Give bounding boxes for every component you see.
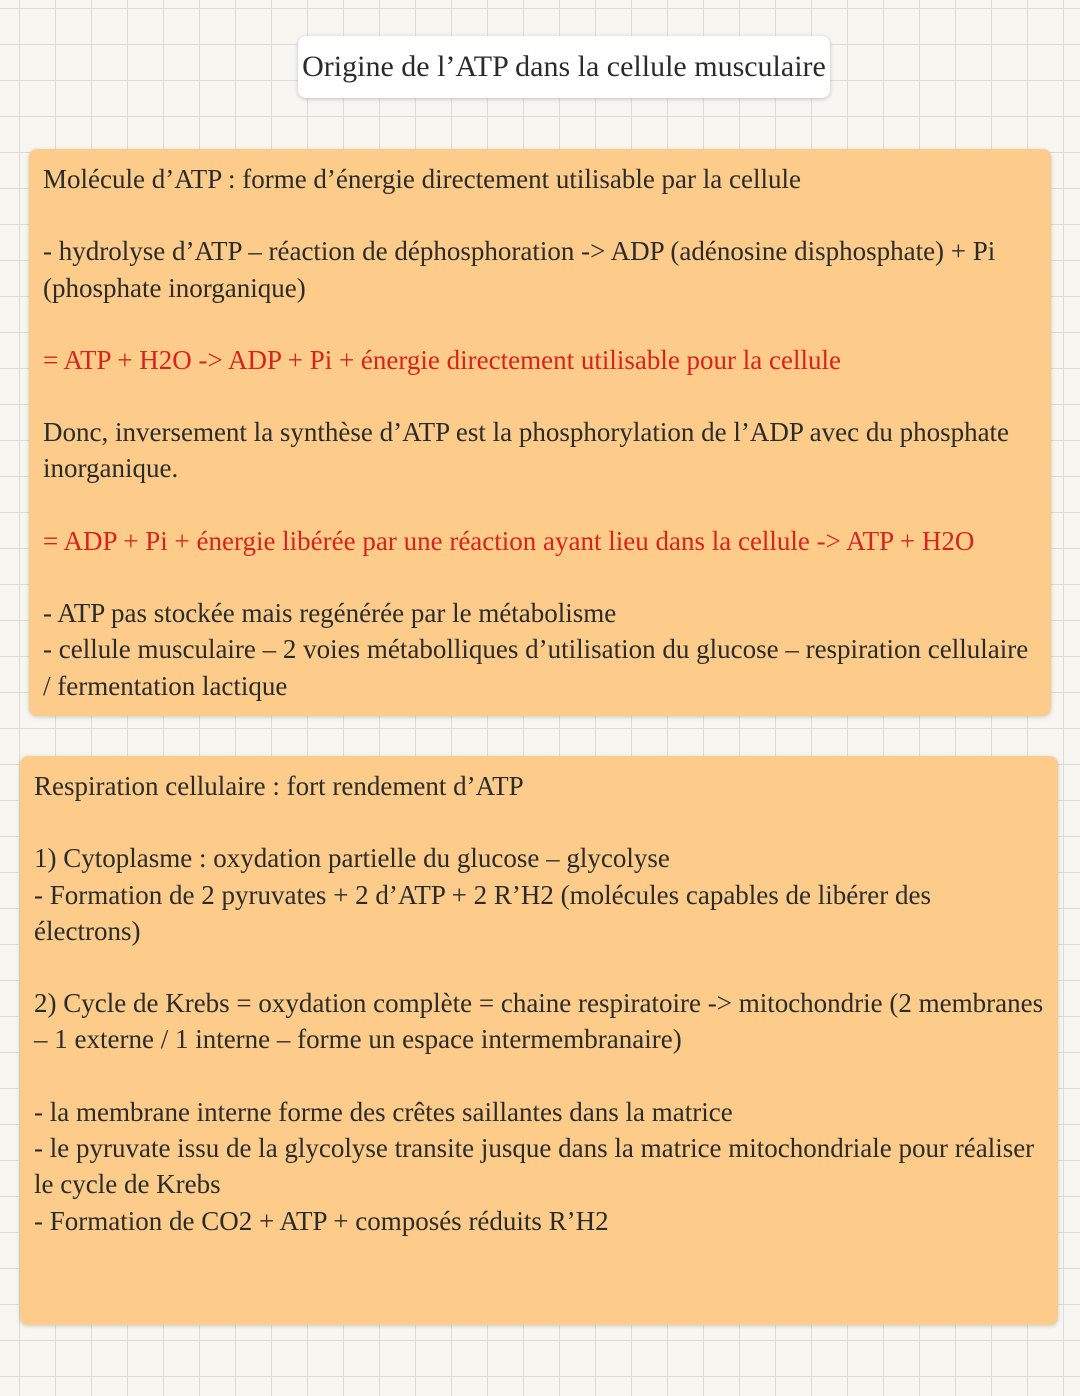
spacer [34, 949, 1044, 985]
atp-regeneration-bullet: - ATP pas stockée mais regénérée par le métabolisme [43, 598, 617, 629]
pyruvate-transit-bullet: - le pyruvate issu de la glycolyse transite jusque dans la matrice mitochondriale pour réaliser le cycle de Krebs [34, 1133, 1035, 1200]
hydrolyse-text: - hydrolyse d’ATP – réaction de déphosphoration -> ADP (adénosine disphosphate) + Pi (phosphate inorganique) [43, 236, 996, 303]
hydrolysis-equation: = ATP + H2O -> ADP + Pi + énergie directement utilisable pour la cellule [43, 344, 841, 375]
spacer [43, 487, 1037, 523]
glycolysis-step-detail: - Formation de 2 pyruvates + 2 d’ATP + 2 R’H2 (molécules capables de libérer des électrons) [34, 879, 931, 946]
spacer [43, 559, 1037, 595]
atp-card-heading: Molécule d’ATP : forme d’énergie directement utilisable par la cellule [43, 164, 801, 194]
inner-membrane-bullet: - la membrane interne forme des crêtes saillantes dans la matrice [34, 1096, 733, 1127]
spacer [34, 804, 1044, 840]
spacer [43, 378, 1037, 414]
respiration-card-heading: Respiration cellulaire : fort rendement d’ATP [34, 771, 524, 801]
glycolysis-step-title: 1) Cytoplasme : oxydation partielle du glucose – glycolyse [34, 843, 670, 874]
spacer [43, 197, 1037, 233]
page-title: Origine de l’ATP dans la cellule musculaire [298, 36, 830, 98]
spacer [34, 1058, 1044, 1094]
synthesis-equation: = ADP + Pi + énergie libérée par une réaction ayant lieu dans la cellule -> ATP + H2O [43, 525, 975, 556]
krebs-cycle-step: 2) Cycle de Krebs = oxydation complète = chaine respiratoire -> mitochondrie (2 membranes – 1 externe / 1 interne – forme un espace intermembranaire) [34, 988, 1044, 1055]
cellular-respiration-card [20, 756, 1058, 1325]
synthesis-text: Donc, inversement la synthèse d’ATP est la phosphorylation de l’ADP avec du phosphate inorganique. [43, 417, 1010, 484]
products-formation-bullet: - Formation de CO2 + ATP + composés réduits R’H2 [34, 1205, 609, 1236]
spacer [43, 306, 1037, 342]
atp-molecule-card [29, 149, 1051, 716]
metabolic-pathways-bullet: - cellule musculaire – 2 voies métabolliques d’utilisation du glucose – respiration cellulaire / fermentation lactique [43, 634, 1029, 701]
